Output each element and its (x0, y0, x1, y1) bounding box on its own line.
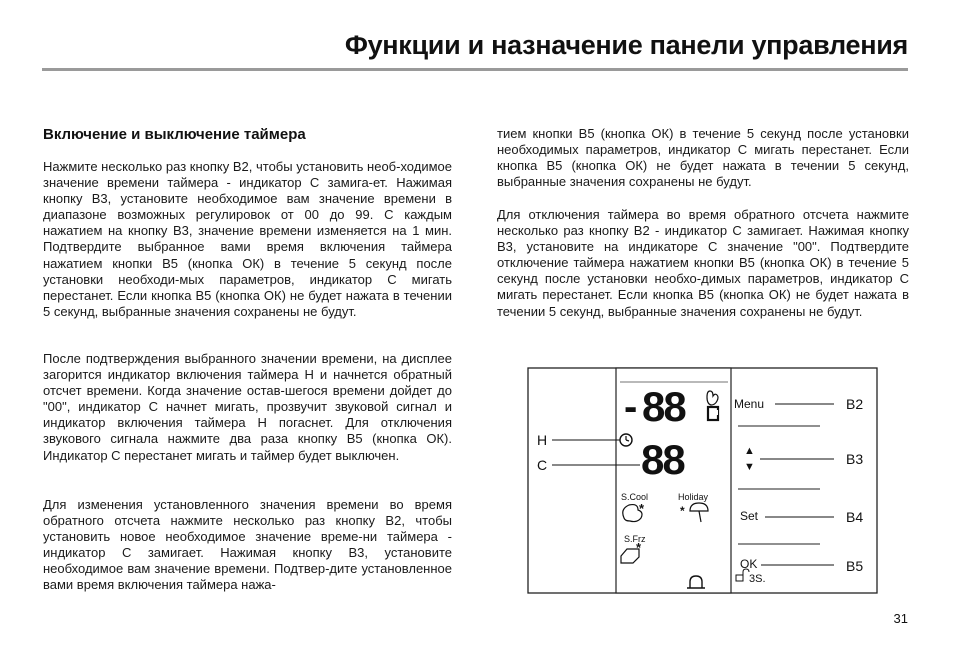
paragraph-change-timer-cont: тием кнопки В5 (кнопка ОК) в течение 5 секунд после установки необходимых параметров, индикатор С мигать перестанет. Если кнопка В5 (кнопка ОК) не будет нажата в течении 5 секунд, выбранные значения сохранены не будут. (497, 126, 909, 190)
up-arrow-icon[interactable]: ▲ (744, 445, 755, 457)
page-number: 31 (893, 611, 908, 626)
holiday-label: Holiday (678, 492, 709, 502)
page-title: Функции и назначение панели управления (344, 30, 908, 60)
control-panel-diagram (520, 366, 890, 598)
display-bottom-digits: 88 (641, 436, 684, 483)
svg-text:*: * (636, 540, 642, 555)
svg-text:*: * (680, 504, 685, 518)
menu-button-label[interactable]: Menu (734, 397, 765, 411)
callout-b2: B2 (846, 396, 864, 412)
svg-text:*: * (639, 501, 645, 516)
s-frz-label: S.Frz (624, 534, 646, 544)
paragraph-set-timer: Нажмите несколько раз кнопку В2, чтобы установить необ-ходимое значение времени таймера - индикатор С замига-ет. Нажимая кнопку В3, установите необходимое вам значение времени в диапазоне возможных регулировок от 00 до 99. С каждым нажатием на кнопку В3, значение времени изменяется на 1 мин. Подтвердите выбранное вами время включения таймера нажатием кнопки В5 (кнопка ОК) в течение 5 секунд после установки необходи-мых параметров, индикатор С мигать перестанет. Если кнопка В5 (кнопка ОК) не будет нажата в течении 5 секунд, выбранные значения сохранены не будут. (43, 159, 452, 319)
paragraph-disable-timer: Для отключения таймера во время обратного отсчета нажмите несколько раз кнопку В2 - индикатор С замигает. Нажимая кнопку В3, установите на индикаторе С значение "00". Подтвердите отключение таймера нажатием кнопки В5 (кнопка ОК) в течение 5 секунд после установки необхо-димых параметров, индикатор С мигать перестанет. Если кнопка В5 (кнопка ОК) не будет нажата в течении 5 секунд, выбранные значения сохранены не будут. (497, 207, 909, 319)
title-divider (42, 68, 908, 71)
ok-button-label[interactable]: OK (740, 557, 758, 571)
s-cool-label: S.Cool (621, 492, 649, 502)
display-top-digits: 88 (642, 383, 685, 430)
down-arrow-icon[interactable]: ▼ (744, 461, 755, 473)
paragraph-change-timer: Для изменения установленного значения времени во время обратного отсчета нажмите несколько раз кнопку В2, чтобы установить новое необходимое значение време-ни таймера - индикатор С замигает. Нажимая кнопку В3, установите необходимое вам значение времени. Подтвер-дите установленное вами время включения таймера нажа- (43, 497, 452, 593)
callout-b3: B3 (846, 451, 864, 467)
display-dash: - (624, 385, 638, 429)
callout-b4: B4 (846, 509, 864, 525)
indicator-c-label: C (537, 457, 548, 473)
indicator-h-label: H (537, 432, 548, 448)
set-button-label[interactable]: Set (740, 509, 759, 523)
ok-hint-label: 3S. (749, 573, 766, 585)
paragraph-countdown: После подтверждения выбранного значении времени, на дисплее загорится индикатор включения таймера Н и начнется обратный отсчет времени. Когда значение остав-шегося времени дойдет до "00", индикатор С начнет мигать, прозвучит звуковой сигнал и индикатор включения таймера Н погаснет. Для отключения звукового сигнала нажмите два раза кнопку В5 (кнопка ОК). Индикатор С перестанет мигать и таймер будет выключен. (43, 351, 452, 463)
section-title: Включение и выключение таймера (43, 126, 306, 143)
callout-b5: B5 (846, 558, 864, 574)
